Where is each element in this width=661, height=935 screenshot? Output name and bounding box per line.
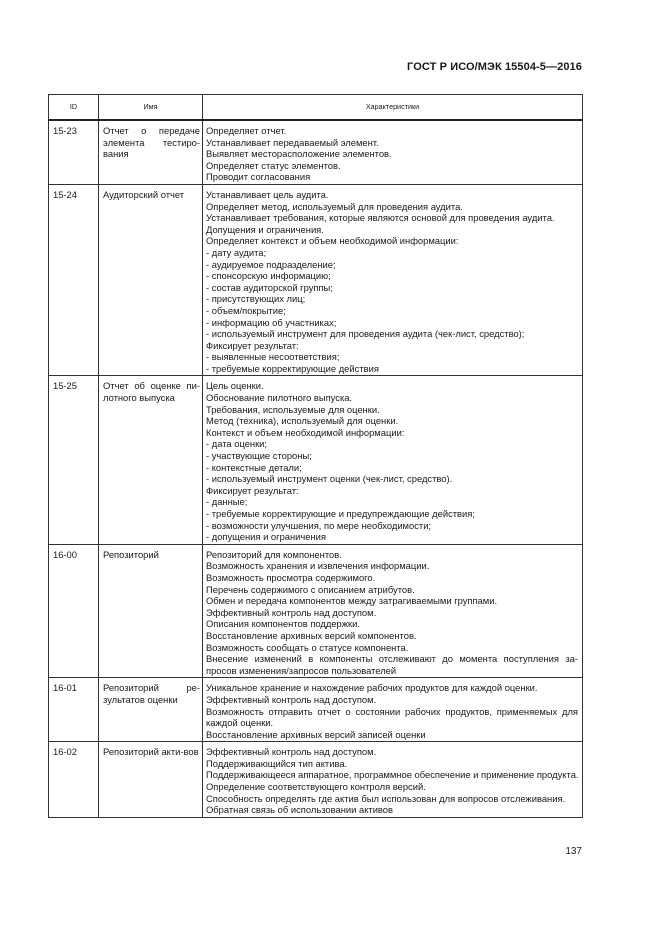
characteristic-line: Определяет метод, используемый для проведения аудита.: [206, 200, 463, 212]
characteristic-line: - используемый инструмент для проведения аудита (чек-лист, средство);: [206, 328, 525, 340]
characteristics-table: [48, 94, 583, 818]
table-row: [49, 742, 583, 818]
characteristic-line: Обмен и передача компонентов между затрагиваемыми группами.: [206, 595, 498, 607]
table-row: [49, 544, 583, 678]
characteristic-line: - участвующие стороны;: [206, 450, 312, 462]
characteristic-line: - используемый инструмент оценки (чек-лист, средство).: [206, 473, 453, 485]
table-header-row: [49, 95, 583, 121]
characteristic-line: Уникальное хранение и нахождение рабочих продуктов для каждой оценки.: [206, 682, 538, 694]
characteristic-line: - контекстные детали;: [206, 461, 302, 473]
characteristic-line: - выявленные несоответствия;: [206, 351, 340, 363]
characteristic-line: - информацию об участниках;: [206, 316, 337, 328]
characteristic-line: Устанавливает цель аудита.: [206, 188, 329, 200]
characteristic-line: - возможности улучшения, по мере необходимости;: [206, 519, 432, 531]
characteristic-line: Описания компонентов поддержки.: [206, 618, 360, 630]
row-id: 16-01: [49, 678, 99, 742]
characteristic-line: Возможность сообщать о статусе компонента.: [206, 641, 409, 653]
characteristic-line: Определяет контекст и объем необходимой информации:: [206, 235, 459, 247]
characteristic-line: Устанавливает требования, которые являются основой для проведения аудита.: [206, 212, 555, 224]
characteristic-line: Цель оценки.: [206, 380, 264, 392]
characteristic-line: Перечень содержимого с описанием атрибутов.: [206, 583, 415, 595]
characteristic-line: - данные;: [206, 496, 248, 508]
characteristic-line: Обоснование пилотного выпуска.: [206, 392, 353, 404]
row-id: 15-23: [49, 120, 99, 184]
characteristic-line: Возможность отправить отчет о состоянии рабочих продуктов, применяемых для каждой оценки.: [206, 705, 578, 729]
characteristic-line: Эффективный контроль над доступом.: [206, 693, 377, 705]
row-name: Репозиторий акти-вов: [99, 742, 203, 818]
characteristic-line: Фиксирует результат:: [206, 339, 299, 351]
characteristic-line: - спонсорскую информацию;: [206, 270, 331, 282]
characteristic-line: Требования, используемые для оценки.: [206, 403, 380, 415]
characteristic-line: Поддерживающееся аппаратное, программное обеспечение и применение продукта.: [206, 769, 579, 781]
characteristic-line: Проводит согласования: [206, 171, 311, 183]
row-id: 15-24: [49, 184, 99, 376]
row-characteristics: [203, 376, 583, 544]
column-header-id: ID: [49, 95, 99, 121]
row-name: Отчет о передаче элемента тестиро-вания: [99, 120, 203, 184]
characteristic-line: Восстановление архивных версий записей оценки: [206, 728, 426, 740]
characteristic-line: Внесение изменений в компоненты отслеживают до момента поступления за-просов изменения/запросов пользователей: [206, 653, 578, 676]
characteristic-line: Возможность просмотра содержимого.: [206, 571, 376, 583]
row-name: Репозиторий ре-зультатов оценки: [99, 678, 203, 742]
characteristic-line: Восстановление архивных версий компонентов.: [206, 629, 417, 641]
characteristic-line: Выявляет месторасположение элементов.: [206, 148, 392, 160]
table-row: [49, 184, 583, 376]
characteristic-line: Репозиторий для компонентов.: [206, 548, 342, 560]
characteristic-line: - объем/покрытие;: [206, 304, 286, 316]
characteristic-line: - требуемые корректирующие и предупреждающие действия;: [206, 508, 475, 519]
characteristic-line: Допущения и ограничения.: [206, 223, 324, 235]
column-header-name: Имя: [99, 95, 203, 121]
characteristic-line: Устанавливает передаваемый элемент.: [206, 136, 379, 148]
document-standard-header: ГОСТ Р ИСО/МЭК 15504-5—2016: [407, 61, 582, 73]
table-row: [49, 678, 583, 742]
characteristic-line: Метод (техника), используемый для оценки.: [206, 415, 399, 427]
characteristic-line: Определяет статус элементов.: [206, 159, 341, 171]
row-id: 15-25: [49, 376, 99, 544]
row-id: 16-00: [49, 544, 99, 678]
characteristic-line: Возможность хранения и извлечения информации.: [206, 560, 430, 572]
characteristic-line: Обратная связь об использовании активов: [206, 804, 393, 816]
characteristic-line: Определяет отчет.: [206, 125, 287, 136]
characteristic-line: - допущения и ограничения: [206, 531, 326, 543]
table-row: [49, 376, 583, 544]
characteristic-line: Эффективный контроль над доступом.: [206, 746, 377, 758]
row-name: Аудиторский отчет: [99, 184, 203, 376]
row-name: Репозиторий: [99, 544, 203, 678]
characteristic-line: - аудируемое подразделение;: [206, 258, 336, 270]
row-characteristics: [203, 742, 583, 818]
characteristic-line: Эффективный контроль над доступом.: [206, 606, 377, 618]
characteristic-line: Поддерживающийся тип актива.: [206, 757, 348, 769]
row-id: 16-02: [49, 742, 99, 818]
row-characteristics: [203, 678, 583, 742]
table-row: [49, 120, 583, 184]
characteristic-line: Способность определять где актив был использован для вопросов отслеживания.: [206, 792, 566, 804]
characteristic-line: - требуемые корректирующие действия: [206, 362, 379, 374]
characteristic-line: Определение соответствующего контроля версий.: [206, 781, 426, 793]
column-header-characteristics: Характеристики: [203, 95, 583, 121]
row-characteristics: [203, 120, 583, 184]
characteristic-line: - дата оценки;: [206, 438, 268, 450]
characteristic-line: - дату аудита;: [206, 246, 267, 258]
characteristic-line: - присутствующих лиц;: [206, 293, 306, 305]
characteristic-line: Фиксирует результат:: [206, 484, 299, 496]
characteristic-line: Контекст и объем необходимой информации:: [206, 426, 405, 438]
characteristic-line: - состав аудиторской группы;: [206, 281, 333, 293]
page-number: 137: [565, 846, 582, 857]
row-characteristics: [203, 544, 583, 678]
row-characteristics: [203, 184, 583, 376]
row-name: Отчет об оценке пи-лотного выпуска: [99, 376, 203, 544]
